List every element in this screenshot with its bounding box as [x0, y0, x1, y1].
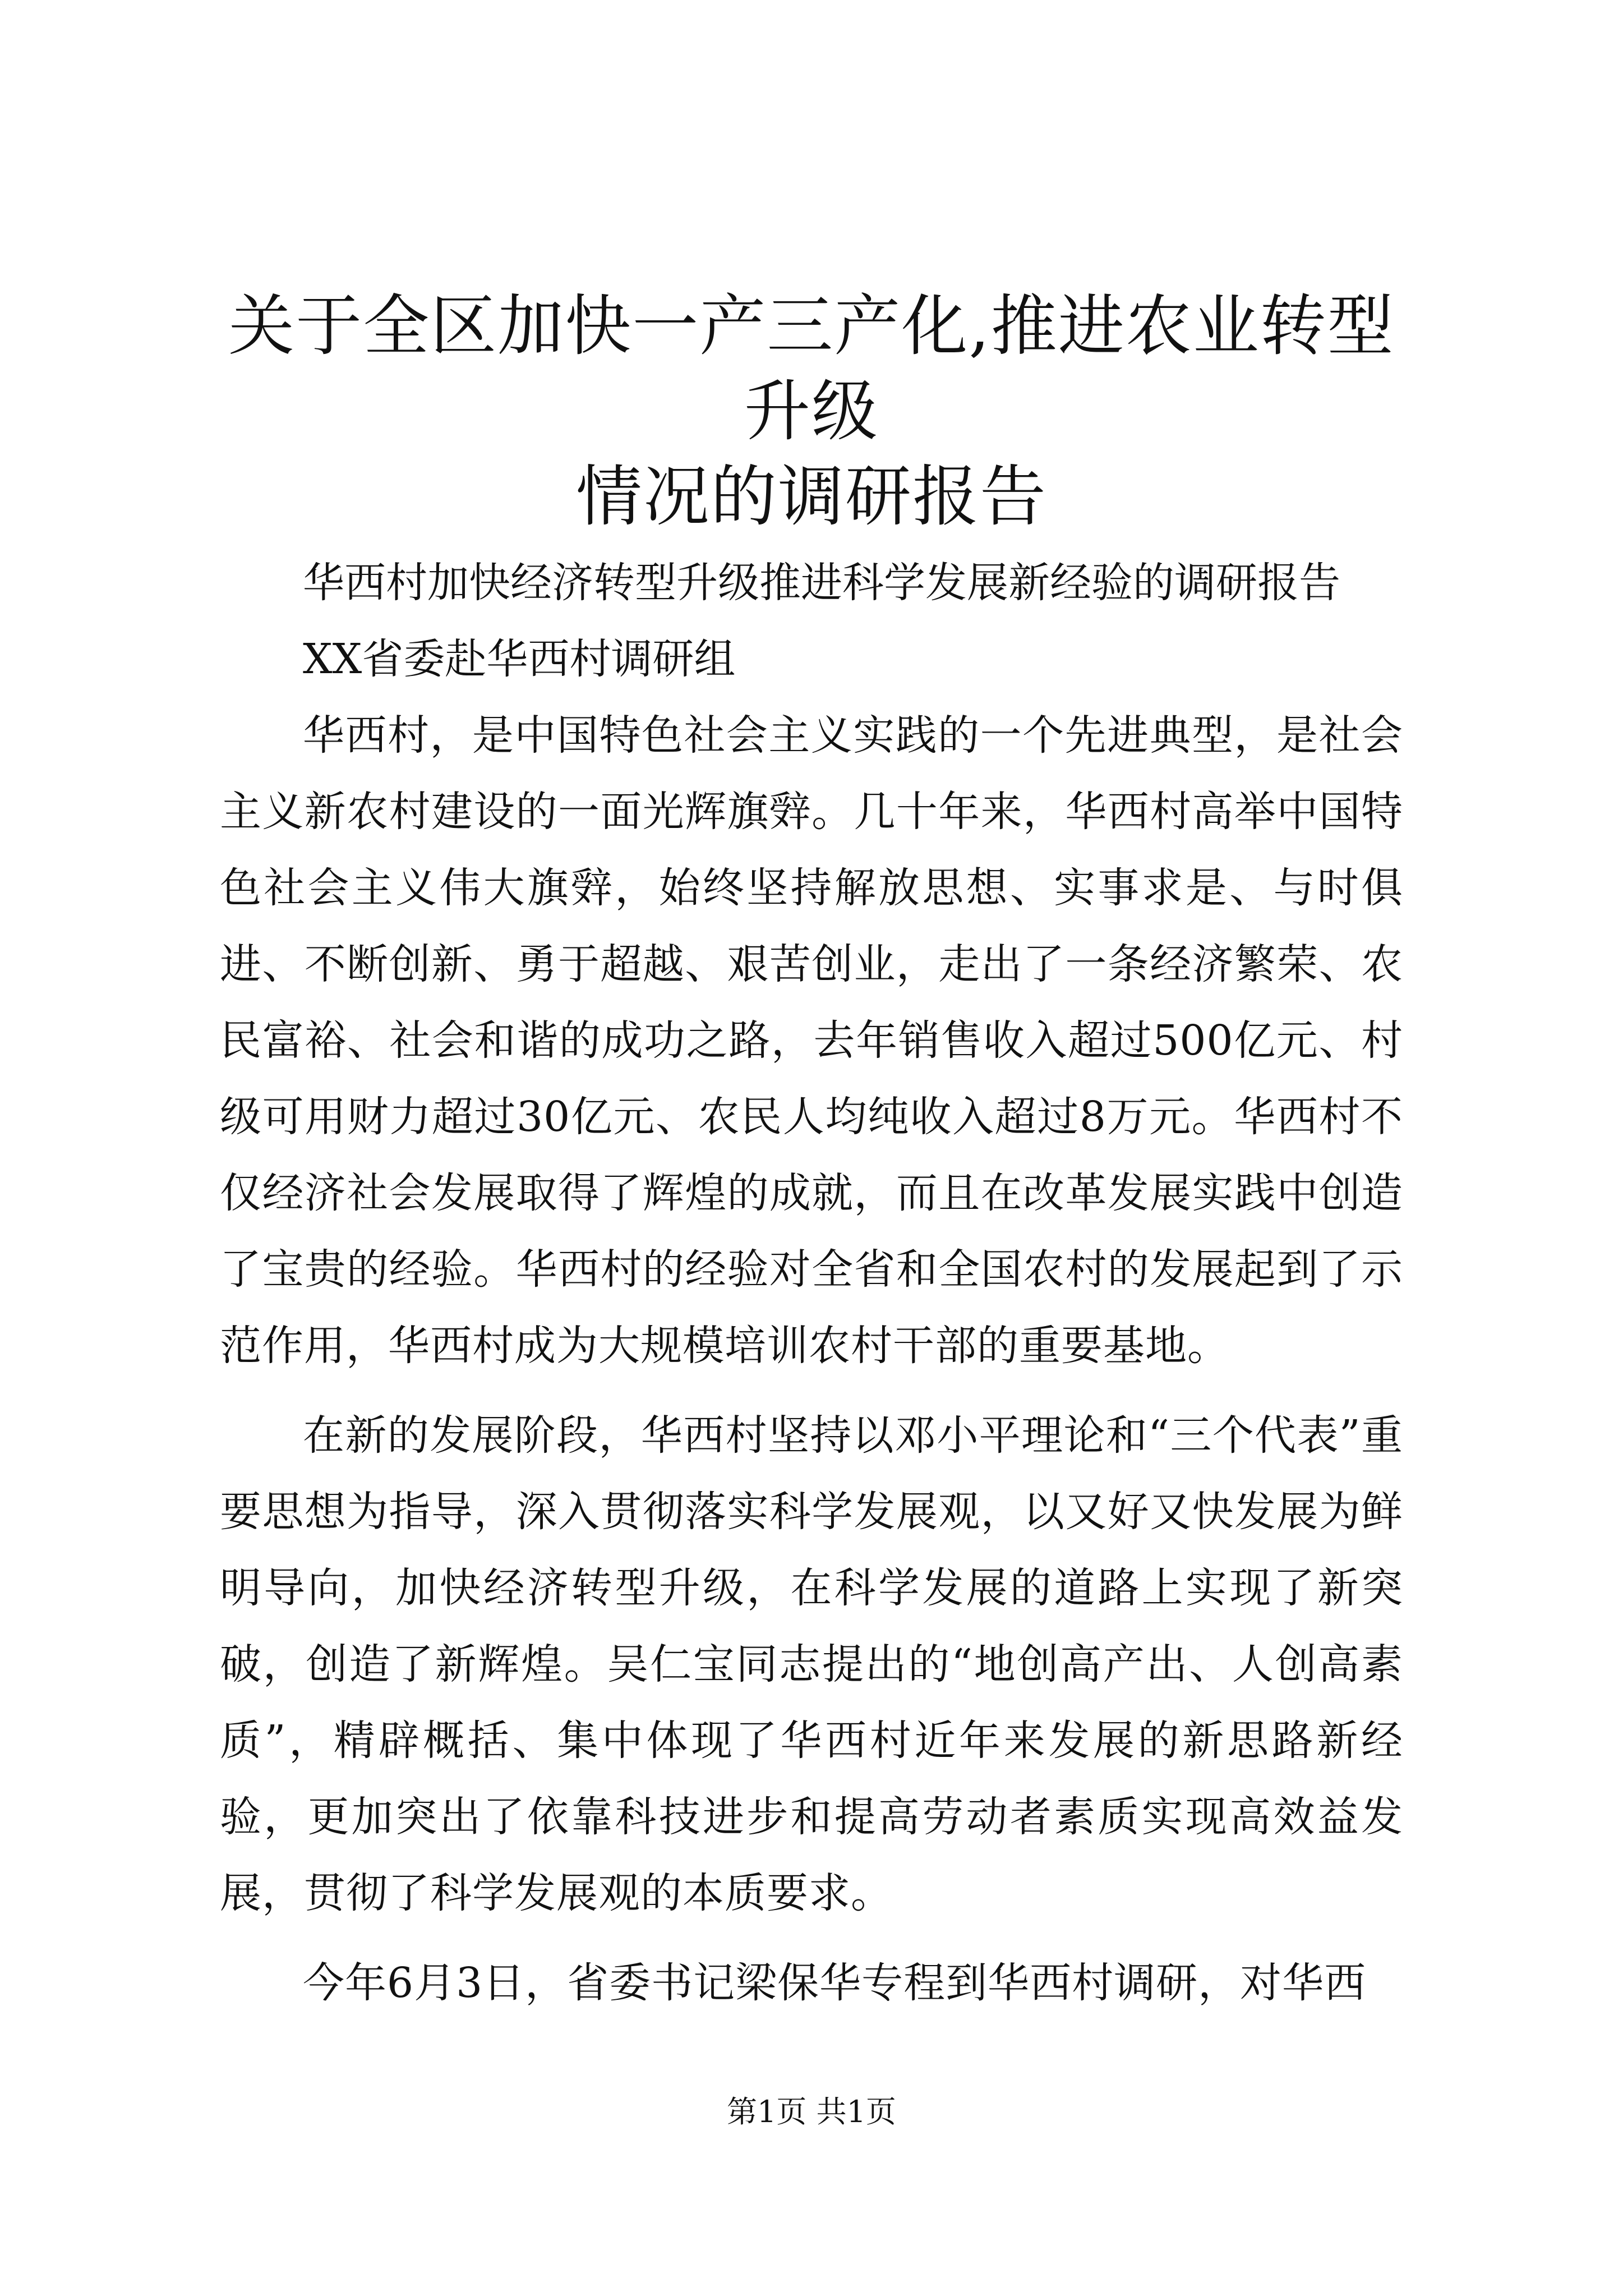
- title-line-2: 情况的调研报告: [575, 458, 1047, 535]
- page-footer: 第1页 共1页: [727, 2094, 896, 2129]
- title-line-1: 关于全区加快一产三产化,推进农业转型升级: [228, 287, 1395, 450]
- document-author-org: XX省委赴华西村调研组: [303, 635, 736, 683]
- paragraph-1: 华西村，是中国特色社会主义实践的一个先进典型，是社会主义新农村建设的一面光辉旗辤。几十年来，华西村高举中国特色社会主义伟大旗辤，始终坚持解放思想、实事求是、与时俱进、不断创新、勇于超越、艰苦创业，走出了一条经济繁荣、农民富裕、社会和谐的成功之路，去年销售收入超过500亿元、村级可用财力超过30亿元、农民人均纯收入超过8万元。华西村不仅经济社会发展取得了辉煌的成就，而且在改革发展实践中创造了宝贵的经验。华西村的经验对全省和全国农村的发展起到了示范作用，华西村成为大规模培训农村干部的重要基地。: [220, 711, 1403, 1370]
- paragraph-2: 在新的发展阶段，华西村坚持以邓小平理论和“三个代表”重要思想为指导，深入贯彻落实科学发展观，以又好又快发展为鲜明导向，加快经济转型升级，在科学发展的道路上实现了新突破，创造了新辉煌。吴仁宝同志提出的“地创高产出、人创高素质”，精辟概括、集中体现了华西村近年来发展的新思路新经验，更加突出了依靠科技进步和提高劳动者素质实现高效益发展，贯彻了科学发展观的本质要求。: [220, 1411, 1403, 1917]
- document-subtitle: 华西村加快经济转型升级推进科学发展新经验的调研报告: [303, 559, 1340, 607]
- document-body: [220, 283, 1403, 2021]
- document-title: [220, 283, 1403, 539]
- paragraph-3: 今年6月3日，省委书记梁保华专程到华西村调研，对华西: [303, 1959, 1367, 2007]
